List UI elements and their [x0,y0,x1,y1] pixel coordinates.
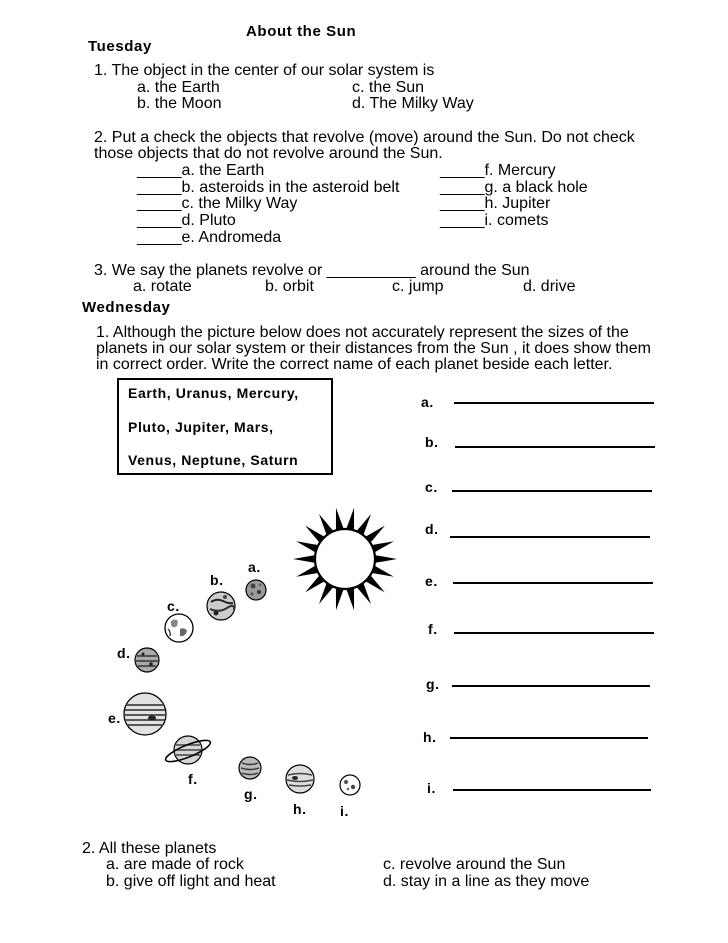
planet-label-a: a. [248,559,261,575]
answer-letter-b: b. [425,434,439,450]
planet-label-c: c. [167,598,180,614]
page-title: About the Sun [246,23,357,40]
word-bank-line1: Earth, Uranus, Mercury, [128,385,299,401]
planet-label-e: e. [108,710,121,726]
q1-option-a: a. the Earth [137,79,220,96]
q3-option-d: d. drive [523,278,576,295]
wed-q1-line3: in correct order. Write the correct name of each planet beside each letter. [96,356,613,373]
answer-letter-f: f. [428,621,438,637]
q2-item-i: _____i. comets [440,212,549,229]
planet-mercury-icon [244,578,268,602]
answer-letter-d: d. [425,521,439,537]
q1-option-d: d. The Milky Way [352,95,474,112]
answer-letter-h: h. [423,729,437,745]
planet-label-i: i. [340,803,349,819]
planet-label-f: f. [188,771,198,787]
q2-item-g: _____g. a black hole [440,179,588,196]
planet-uranus-icon [237,755,263,781]
wed-q2-option-b: b. give off light and heat [106,873,276,890]
q3-option-c: c. jump [392,278,444,295]
answer-letter-a: a. [421,394,434,410]
planet-neptune-icon [284,763,316,795]
q1-option-c: c. the Sun [352,79,425,96]
planet-saturn-icon [163,730,213,770]
planet-earth-icon [163,612,195,644]
q1-option-b: b. the Moon [137,95,222,112]
answer-letter-e: e. [425,573,438,589]
wed-q2-option-d: d. stay in a line as they move [383,873,590,890]
answer-letter-c: c. [425,479,438,495]
q2-item-d: _____d. Pluto [137,212,236,229]
wed-q1-line1: 1. Although the picture below does not accurately represent the sizes of the [96,324,629,341]
wed-q2-option-a: a. are made of rock [106,856,244,873]
q2-stem-line2: those objects that do not revolve around the Sun. [94,145,443,162]
planet-mars-icon [133,646,161,674]
answer-line-d[interactable] [450,536,650,538]
answer-letter-i: i. [427,780,436,796]
q2-item-h: _____h. Jupiter [440,195,551,212]
q2-item-f: _____f. Mercury [440,162,556,179]
wed-q1-line2: planets in our solar system or their distances from the Sun , it does show them [96,340,651,357]
answer-line-i[interactable] [453,789,651,791]
planet-label-g: g. [244,786,258,802]
q1-stem: 1. The object in the center of our solar system is [94,62,435,79]
answer-line-a[interactable] [454,402,654,404]
wed-q2-stem: 2. All these planets [82,840,217,857]
q3-stem: 3. We say the planets revolve or __________ around the Sun [94,262,530,279]
planet-label-h: h. [293,801,307,817]
planet-label-d: d. [117,645,131,661]
answer-line-b[interactable] [455,446,655,448]
answer-line-e[interactable] [453,582,653,584]
planet-venus-icon [205,590,237,622]
q2-item-a: _____a. the Earth [137,162,265,179]
q2-item-b: _____b. asteroids in the asteroid belt [137,179,400,196]
q3-option-b: b. orbit [265,278,314,295]
wednesday-heading: Wednesday [82,299,171,316]
sun-icon [290,504,400,614]
answer-line-f[interactable] [454,632,654,634]
q2-item-c: _____c. the Milky Way [137,195,298,212]
answer-line-c[interactable] [452,490,652,492]
q3-option-a: a. rotate [133,278,192,295]
word-bank-line2: Pluto, Jupiter, Mars, [128,419,274,435]
answer-letter-g: g. [426,676,440,692]
answer-line-h[interactable] [450,737,648,739]
planet-pluto-icon [338,773,362,797]
answer-line-g[interactable] [452,685,650,687]
planet-jupiter-icon [122,691,168,737]
q2-item-e: _____e. Andromeda [137,229,282,246]
tuesday-heading: Tuesday [88,38,152,55]
word-bank-line3: Venus, Neptune, Saturn [128,452,299,468]
planet-label-b: b. [210,572,224,588]
wed-q2-option-c: c. revolve around the Sun [383,856,566,873]
q2-stem-line1: 2. Put a check the objects that revolve (move) around the Sun. Do not check [94,129,635,146]
